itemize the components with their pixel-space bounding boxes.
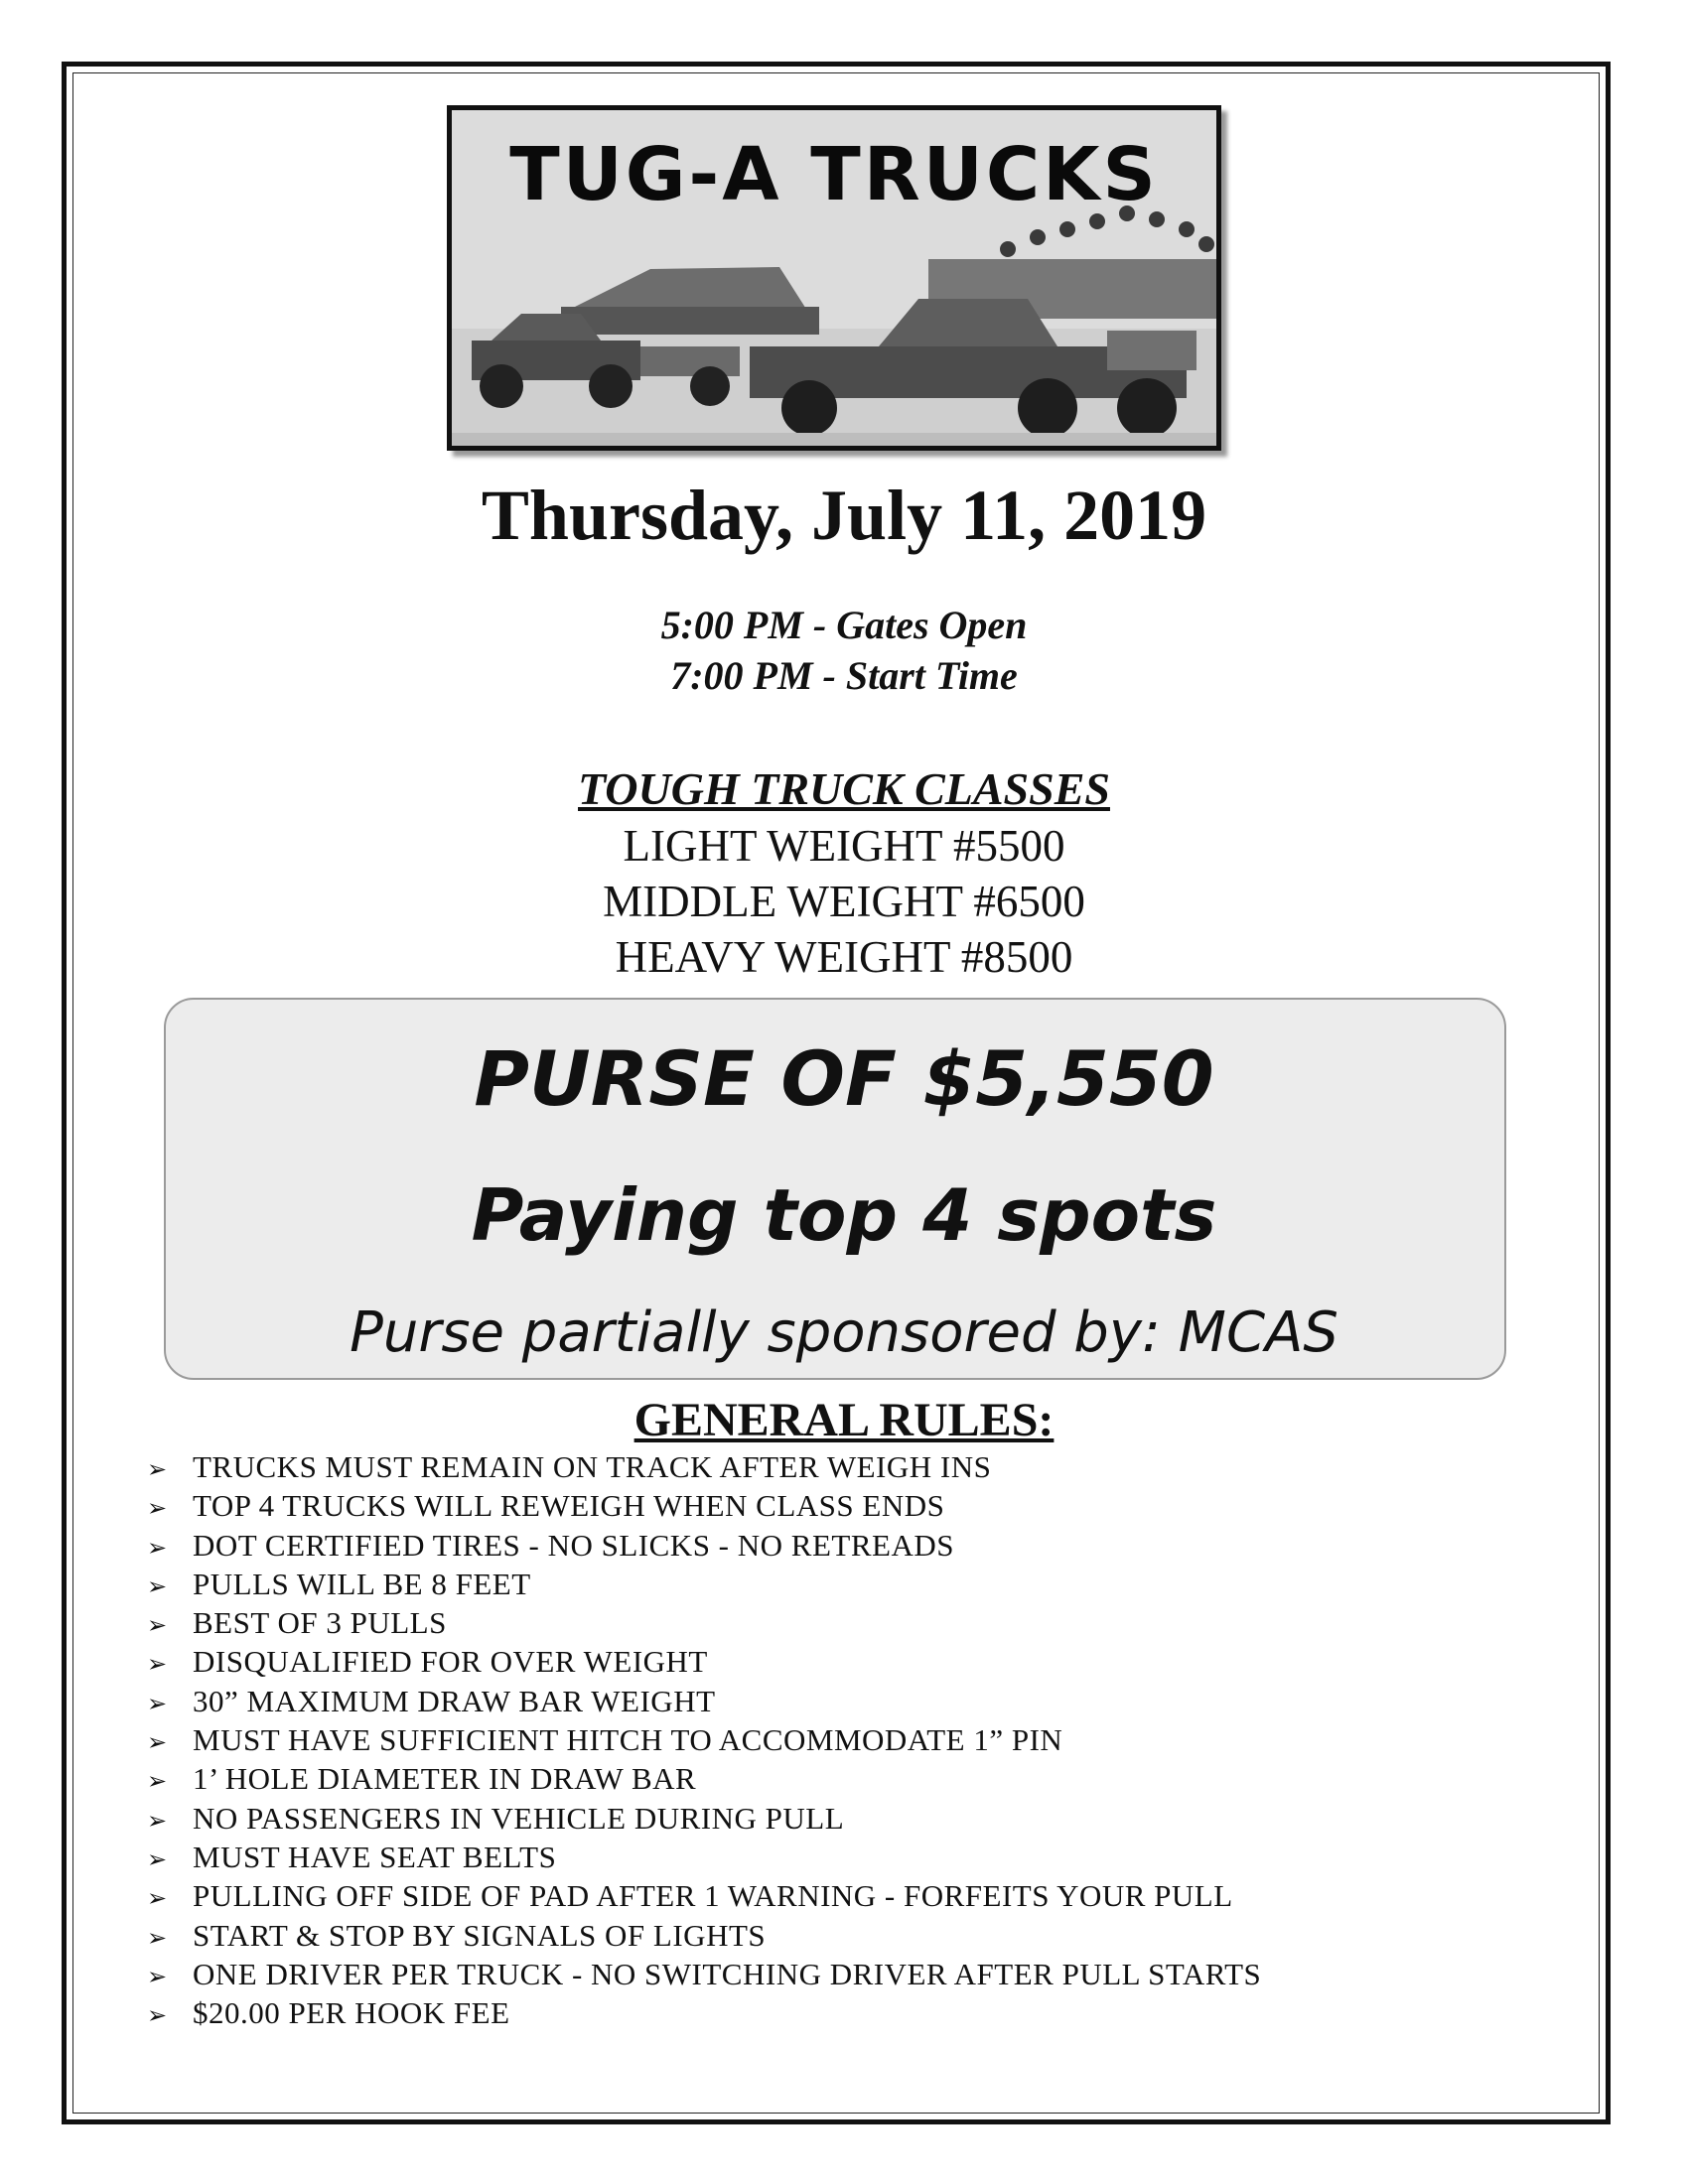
class-light-weight: LIGHT WEIGHT #5500 [623, 821, 1065, 871]
arrow-bullet-icon: ➢ [147, 1650, 168, 1679]
rule-item: ➢ NO PASSENGERS IN VEHICLE DURING PULL [147, 1799, 1557, 1838]
purse-payout: Paying top 4 spots [471, 1173, 1217, 1257]
class-heavy-weight: HEAVY WEIGHT #8500 [615, 932, 1073, 982]
rule-item: ➢ MUST HAVE SUFFICIENT HITCH TO ACCOMMODATE 1” PIN [147, 1720, 1557, 1759]
arrow-bullet-icon: ➢ [147, 1728, 168, 1757]
arrow-bullet-icon: ➢ [147, 1689, 168, 1717]
rule-item: ➢ DOT CERTIFIED TIRES - NO SLICKS - NO RETREADS [147, 1526, 1557, 1565]
arrow-bullet-icon: ➢ [147, 1455, 168, 1483]
purse-sponsor: Purse partially sponsored by: MCAS [350, 1300, 1338, 1365]
arrow-bullet-icon: ➢ [147, 1962, 168, 1990]
arrow-bullet-icon: ➢ [147, 1571, 168, 1600]
arrow-bullet-icon: ➢ [147, 1767, 168, 1796]
purse-amount: PURSE OF $5,550 [474, 1034, 1214, 1123]
banner-title: TUG-A TRUCKS [509, 132, 1159, 217]
rule-item: ➢ 30” MAXIMUM DRAW BAR WEIGHT [147, 1682, 1557, 1720]
class-middle-weight: MIDDLE WEIGHT #6500 [603, 877, 1085, 926]
rule-item: ➢ BEST OF 3 PULLS [147, 1603, 1557, 1642]
arrow-bullet-icon: ➢ [147, 2001, 168, 2030]
rule-item: ➢ START & STOP BY SIGNALS OF LIGHTS [147, 1916, 1557, 1955]
rule-item: ➢ PULLS WILL BE 8 FEET [147, 1565, 1557, 1603]
arrow-bullet-icon: ➢ [147, 1806, 168, 1835]
arrow-bullet-icon: ➢ [147, 1611, 168, 1640]
arrow-bullet-icon: ➢ [147, 1923, 168, 1952]
arrow-bullet-icon: ➢ [147, 1844, 168, 1873]
rule-item: ➢ ONE DRIVER PER TRUCK - NO SWITCHING DRIVER AFTER PULL STARTS [147, 1955, 1557, 1993]
rule-item: ➢ TRUCKS MUST REMAIN ON TRACK AFTER WEIGH INS [147, 1447, 1557, 1486]
rule-item: ➢ 1’ HOLE DIAMETER IN DRAW BAR [147, 1759, 1557, 1798]
rules-list [147, 1447, 1557, 2032]
rule-item: ➢ PULLING OFF SIDE OF PAD AFTER 1 WARNING - FORFEITS YOUR PULL [147, 1876, 1557, 1915]
arrow-bullet-icon: ➢ [147, 1494, 168, 1523]
rule-item: ➢ MUST HAVE SEAT BELTS [147, 1838, 1557, 1876]
rule-item: ➢ TOP 4 TRUCKS WILL REWEIGH WHEN CLASS ENDS [147, 1486, 1557, 1525]
rule-item: ➢ DISQUALIFIED FOR OVER WEIGHT [147, 1642, 1557, 1681]
start-time: 7:00 PM - Start Time [670, 653, 1018, 698]
arrow-bullet-icon: ➢ [147, 1533, 168, 1562]
event-date: Thursday, July 11, 2019 [481, 476, 1207, 555]
classes-heading: TOUGH TRUCK CLASSES [578, 763, 1110, 814]
arrow-bullet-icon: ➢ [147, 1884, 168, 1913]
rules-heading: GENERAL RULES: [633, 1394, 1055, 1446]
rule-item: ➢ $20.00 PER HOOK FEE [147, 1993, 1557, 2032]
gates-open-time: 5:00 PM - Gates Open [660, 603, 1028, 647]
event-banner [447, 105, 1221, 451]
